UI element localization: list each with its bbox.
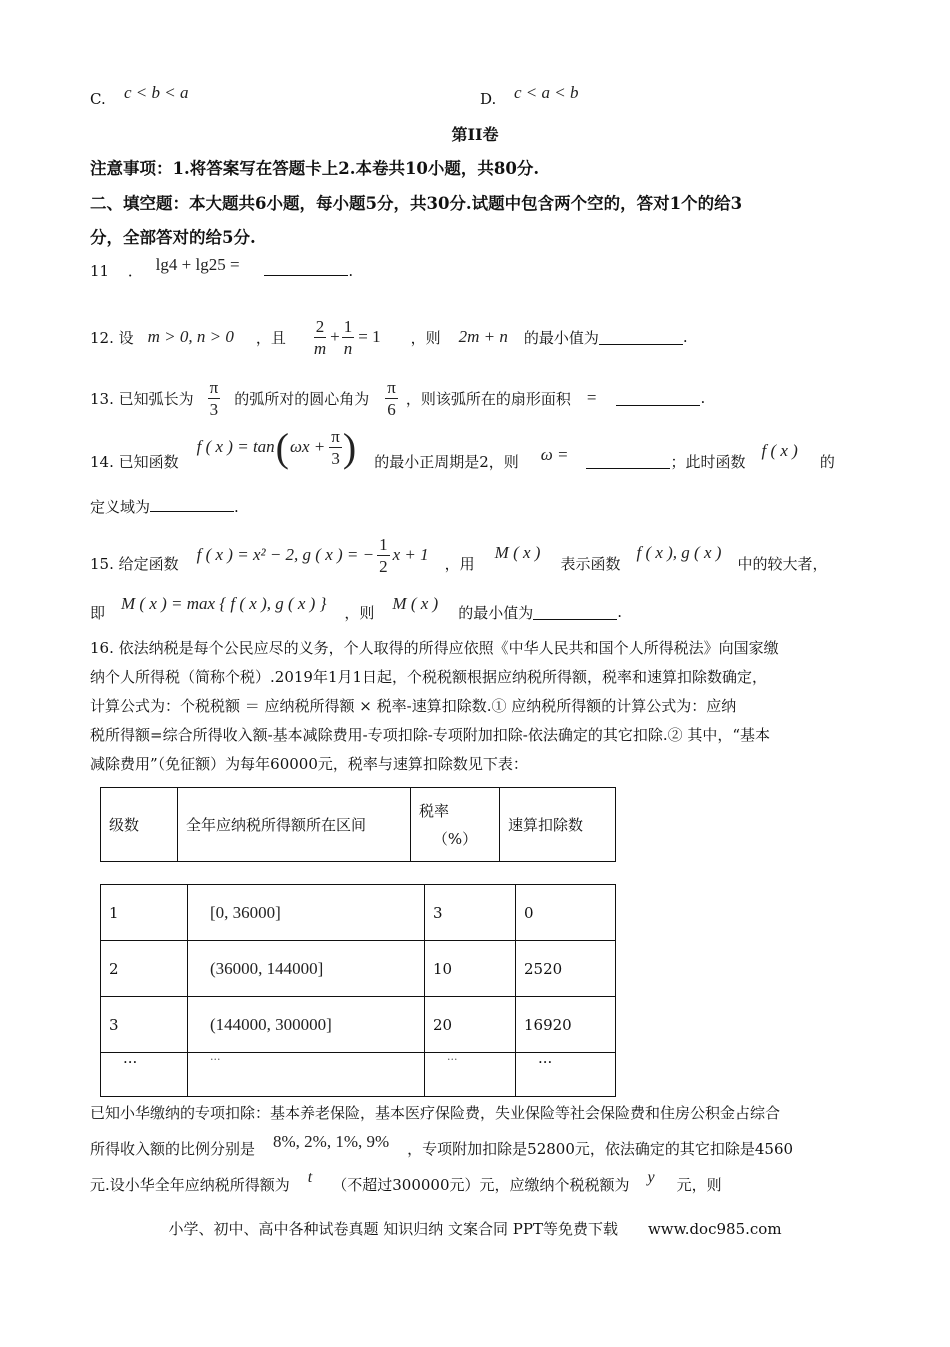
q15-ji: 即 bbox=[90, 603, 106, 622]
option-c-label: C. bbox=[90, 90, 106, 108]
q15-mx: M ( x ) bbox=[494, 543, 541, 562]
q14-semicolon: ；此时函数 bbox=[670, 452, 746, 471]
q15-prefix: 15. 给定函数 bbox=[90, 554, 179, 573]
q13-prefix: 13. 已知弧长为 bbox=[90, 389, 194, 408]
q15-line2 bbox=[90, 592, 622, 632]
q13-arc-length: $\frac{\pi}{3}$ bbox=[209, 377, 219, 419]
q12-then: ，则 bbox=[410, 328, 441, 347]
tax-table-body bbox=[100, 884, 616, 1097]
table-row bbox=[101, 941, 616, 997]
q14-domain-blank[interactable] bbox=[150, 497, 234, 512]
cell-deduction: 2520 bbox=[516, 941, 616, 997]
q15-mx2: M ( x ) bbox=[392, 594, 439, 613]
q14-fx: f ( x ) bbox=[761, 441, 798, 460]
q16-line: 计算公式为：个税税额 ＝ 应纳税所得额 × 税率-速算扣除数.① 应纳税所得额的计算公式为：应纳 bbox=[90, 697, 737, 715]
cell-deduction: 0 bbox=[516, 885, 616, 941]
q14-line2 bbox=[90, 496, 239, 517]
q13-middle: 的弧所对的圆心角为 bbox=[234, 389, 370, 408]
q13-angle: $\frac{\pi}{6}$ bbox=[387, 377, 396, 419]
q15-represent: 表示函数 bbox=[560, 554, 621, 573]
cell-rate: 20 bbox=[425, 997, 516, 1053]
notice: 注意事项：1.将答案写在答题卡上2.本卷共10小题，共80分. bbox=[90, 159, 540, 178]
cell-interval: ··· bbox=[188, 1053, 425, 1097]
q14-middle: 的最小正周期是2，则 bbox=[374, 452, 519, 471]
cell-interval: (36000, 144000] bbox=[188, 941, 425, 997]
q11-end: . bbox=[348, 262, 354, 280]
cell-deduction: 16920 bbox=[516, 997, 616, 1053]
option-d-expression: c < a < b bbox=[514, 83, 579, 102]
q15-functions: f ( x ) = x² − 2, g ( x ) = − $\frac{1}{2}$ x + 1 bbox=[196, 534, 429, 576]
header-rate: 税率 （%） bbox=[411, 788, 500, 862]
q12-and: ，且 bbox=[255, 328, 286, 347]
q12-prefix: 12. 设 bbox=[90, 328, 134, 347]
q15-larger: 中的较大者， bbox=[737, 554, 828, 573]
cell-interval: (144000, 300000] bbox=[188, 997, 425, 1053]
table-row bbox=[101, 885, 616, 941]
cell-interval: [0, 36000] bbox=[188, 885, 425, 941]
q16-line: 减除费用”（免征额）为每年60000元，税率与速算扣除数见下表： bbox=[90, 755, 528, 773]
q11-number: 11 bbox=[90, 262, 110, 280]
question-15 bbox=[90, 528, 827, 598]
q16-var-y: y bbox=[647, 1169, 655, 1186]
q15-fg: f ( x ), g ( x ) bbox=[636, 543, 722, 562]
q13-equals: = bbox=[586, 388, 597, 407]
q12-suffix: 的最小值为 bbox=[523, 328, 599, 347]
cell-level: 1 bbox=[101, 885, 188, 941]
part2-heading-line2: 分，全部答对的给5分. bbox=[90, 228, 256, 247]
q11-expression: lg4 + lg25 = bbox=[155, 255, 240, 274]
cell-rate: 10 bbox=[425, 941, 516, 997]
cell-level: 2 bbox=[101, 941, 188, 997]
q15-use: ，用 bbox=[444, 554, 475, 573]
q15-answer-blank[interactable] bbox=[533, 605, 617, 620]
q14-omega: ω = bbox=[540, 445, 569, 464]
q14-function: f ( x ) = tan ( ωx + $\frac{\pi}{3}$ ) bbox=[196, 424, 357, 470]
question-13 bbox=[90, 368, 705, 428]
q13-answer-blank[interactable] bbox=[616, 391, 700, 406]
q16-percentages: 8%, 2%, 1%, 9% bbox=[273, 1132, 390, 1151]
option-c-expression: c < b < a bbox=[124, 83, 189, 102]
section-title: 第II卷 bbox=[451, 125, 499, 144]
q14-omega-blank[interactable] bbox=[586, 454, 670, 469]
page-footer: 小学、初中、高中各种试卷真题 知识归纳 文案合同 PPT等免费下载 www.doc985.com bbox=[168, 1220, 782, 1238]
part2-heading-line1: 二、填空题：本大题共6小题，每小题5分，共30分.试题中包含两个空的，答对1个的给3 bbox=[90, 194, 743, 213]
cell-rate: ··· bbox=[425, 1053, 516, 1097]
q13-suffix: ，则该弧所在的扇形面积 bbox=[405, 389, 571, 408]
header-deduction: 速算扣除数 bbox=[500, 788, 616, 862]
cell-deduction: ··· bbox=[516, 1053, 616, 1097]
question-12 bbox=[90, 310, 688, 364]
option-d-label: D. bbox=[480, 90, 497, 108]
cell-rate: 3 bbox=[425, 885, 516, 941]
q14-domain-label: 定义域为 bbox=[90, 498, 151, 516]
q12-condition: m > 0, n > 0 bbox=[147, 327, 234, 346]
header-interval: 全年应纳税所得额所在区间 bbox=[178, 788, 411, 862]
q16-after-line1: 已知小华缴纳的专项扣除：基本养老保险，基本医疗保险费，失业保险等社会保险费和住房公积金占综合 bbox=[90, 1104, 781, 1122]
q16-after-line3: 元.设小华全年应纳税所得额为 t （不超过300000元）元，应缴纳个税税额为 y 元，则 bbox=[90, 1169, 722, 1194]
question-16-text bbox=[90, 634, 860, 779]
q14-end: . bbox=[234, 498, 239, 516]
q15-max-definition: M ( x ) = max { f ( x ), g ( x ) } bbox=[121, 594, 327, 613]
question-11 bbox=[90, 255, 354, 281]
q12-answer-blank[interactable] bbox=[599, 330, 683, 345]
question-14 bbox=[90, 426, 835, 496]
q16-line: 税所得额=综合所得收入额-基本减除费用-专项扣除-专项附加扣除-依法确定的其它扣除.② 其中，“基本 bbox=[90, 726, 771, 744]
q14-de: 的 bbox=[819, 452, 835, 471]
q11-dot: ． bbox=[127, 262, 143, 280]
q16-line: 纳个人所得税（简称个税）.2019年1月1日起，个税税额根据应纳税所得额，税率和速算扣除数确定， bbox=[90, 668, 768, 686]
q15-then: ，则 bbox=[344, 603, 375, 622]
table-row bbox=[101, 997, 616, 1053]
q13-end: . bbox=[700, 389, 706, 407]
q16-var-t: t bbox=[307, 1169, 313, 1186]
cell-level: 3 bbox=[101, 997, 188, 1053]
q11-answer-blank[interactable] bbox=[264, 261, 348, 276]
tax-table-header bbox=[100, 787, 616, 862]
cell-level: ··· bbox=[101, 1053, 188, 1097]
q15-suffix: 的最小值为 bbox=[458, 603, 534, 622]
q12-expression: 2m + n bbox=[458, 327, 508, 346]
q16-after-line2: 所得收入额的比例分别是 8%, 2%, 1%, 9% ，专项附加扣除是52800元，依法确定的其它扣除是4560 bbox=[90, 1132, 794, 1158]
q16-line: 16. 依法纳税是每个公民应尽的义务，个人取得的所得应依照《中华人民共和国个人所得税法》向国家缴 bbox=[90, 639, 779, 657]
q15-end: . bbox=[617, 603, 622, 621]
header-level: 级数 bbox=[101, 788, 178, 862]
q12-end: . bbox=[682, 328, 688, 346]
q12-equation: $\frac{2}{m}$ + $\frac{1}{n}$ = 1 bbox=[313, 316, 381, 358]
q14-prefix: 14. 已知函数 bbox=[90, 452, 179, 471]
table-row bbox=[101, 1053, 616, 1097]
